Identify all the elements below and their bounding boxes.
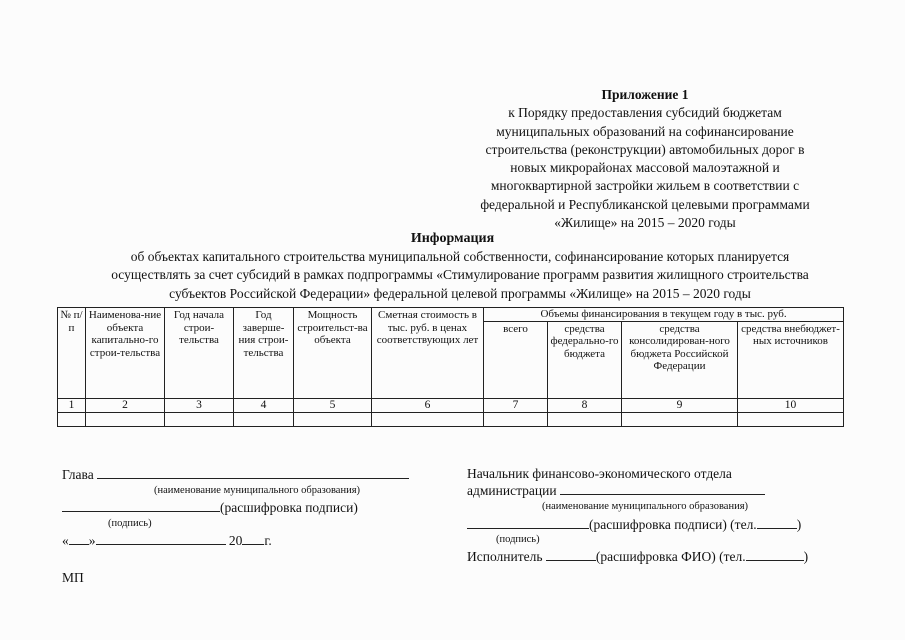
sign-caption: (подпись) — [108, 518, 152, 529]
column-number: 3 — [165, 398, 234, 412]
year-blank — [242, 532, 264, 545]
appendix-line: многоквартирной застройки жильем в соответствии с — [490, 178, 800, 194]
info-line: субъектов Российской Федерации» федеральной целевой программы «Жилище» на 2015 – 2020 годы — [169, 285, 751, 301]
column-number: 9 — [622, 398, 738, 412]
executor-label: Исполнитель — [467, 549, 543, 564]
appendix-title: Приложение 1 — [601, 87, 689, 102]
header-cell: Год заверше-ния строи-тельства — [234, 308, 294, 399]
month-blank — [96, 532, 226, 545]
column-number: 4 — [234, 398, 294, 412]
appendix-block — [440, 86, 850, 232]
column-number: 8 — [548, 398, 622, 412]
column-number-row — [58, 398, 844, 412]
appendix-line: строительства (реконструкции) автомобильных дорог в — [485, 141, 805, 157]
sub-header-cell: средства федерально-го бюджета — [548, 321, 622, 398]
signature-blank — [62, 499, 220, 512]
sub-header-cell: средства консолидирован-ного бюджета Российской Федерации — [622, 321, 738, 398]
right-municipality-caption: (наименование муниципального образования) — [542, 501, 749, 512]
financing-table — [57, 307, 844, 427]
head-signature-line — [62, 466, 409, 483]
stamp-placeholder: МП — [62, 570, 84, 585]
right-decode-line — [467, 516, 801, 533]
header-cell: № п/п — [58, 308, 86, 399]
administration-label: администрации — [467, 483, 557, 498]
date-close-quote: » — [88, 533, 96, 548]
header-cell: Наименова-ние объекта капитально-го строи-тельства — [86, 308, 165, 399]
column-number: 6 — [372, 398, 484, 412]
decode-label: (расшифровка подписи) — [220, 500, 358, 515]
info-line: об объектах капитального строительства муниципальной собственности, софинансирование которых планируется — [130, 249, 790, 264]
executor-line — [467, 548, 808, 565]
municipality-caption: (наименование муниципального образования) — [154, 485, 361, 496]
appendix-line: федеральной и Республиканской целевыми программами — [480, 196, 810, 212]
table-cell — [548, 412, 622, 426]
table-cell — [294, 412, 372, 426]
right-signature-blank — [467, 516, 589, 529]
sub-header-cell: средства внебюджет-ных источников — [738, 321, 844, 398]
head-blank — [97, 466, 409, 479]
right-sign-caption: (подпись) — [496, 534, 540, 545]
date-line — [62, 532, 272, 549]
table-cell — [622, 412, 738, 426]
info-title: Информация — [410, 231, 495, 246]
header-cell: Год начала строи-тельства — [165, 308, 234, 399]
column-number: 2 — [86, 398, 165, 412]
sub-header-cell: всего — [484, 321, 548, 398]
column-number: 10 — [738, 398, 844, 412]
info-subtitle — [40, 248, 880, 303]
table-cell — [58, 412, 86, 426]
left-decode-line — [62, 499, 358, 516]
day-blank — [69, 532, 89, 545]
head-label: Глава — [62, 467, 94, 482]
table-cell — [738, 412, 844, 426]
column-number: 5 — [294, 398, 372, 412]
date-open-quote: « — [62, 533, 69, 548]
appendix-line: муниципальных образований на софинансирование — [496, 123, 794, 139]
column-number: 1 — [58, 398, 86, 412]
year-suffix: г. — [264, 533, 272, 548]
appendix-line: новых микрорайонах массовой малоэтажной и — [510, 160, 780, 176]
table-row — [58, 412, 844, 426]
group-header-cell: Объемы финансирования в текущем году в тыс. руб. — [484, 308, 844, 322]
table-cell — [372, 412, 484, 426]
table-cell — [165, 412, 234, 426]
administration-line — [467, 482, 765, 499]
administration-blank — [560, 482, 765, 495]
executor-phone-close: ) — [803, 549, 809, 564]
table-cell — [234, 412, 294, 426]
finance-head-title: Начальник финансово-экономического отдела — [467, 466, 732, 481]
appendix-line: «Жилище» на 2015 – 2020 годы — [554, 215, 736, 231]
right-decode-label: (расшифровка подписи) (тел. — [589, 517, 757, 532]
table-cell — [86, 412, 165, 426]
column-number: 7 — [484, 398, 548, 412]
year-prefix: 20 — [228, 533, 243, 548]
appendix-line: к Порядку предоставления субсидий бюджетам — [508, 105, 782, 121]
executor-blank — [546, 548, 596, 561]
phone-close: ) — [796, 517, 802, 532]
header-cell: Сметная стоимость в тыс. руб. в ценах соответствующих лет — [372, 308, 484, 399]
phone-blank — [757, 516, 797, 529]
executor-decode: (расшифровка ФИО) (тел. — [595, 549, 746, 564]
header-cell: Мощность строительст-ва объекта — [294, 308, 372, 399]
table-cell — [484, 412, 548, 426]
executor-phone-blank — [746, 548, 804, 561]
info-line: осуществлять за счет субсидий в рамках подпрограммы «Стимулирование программ развития жилищного строительства — [111, 267, 809, 283]
